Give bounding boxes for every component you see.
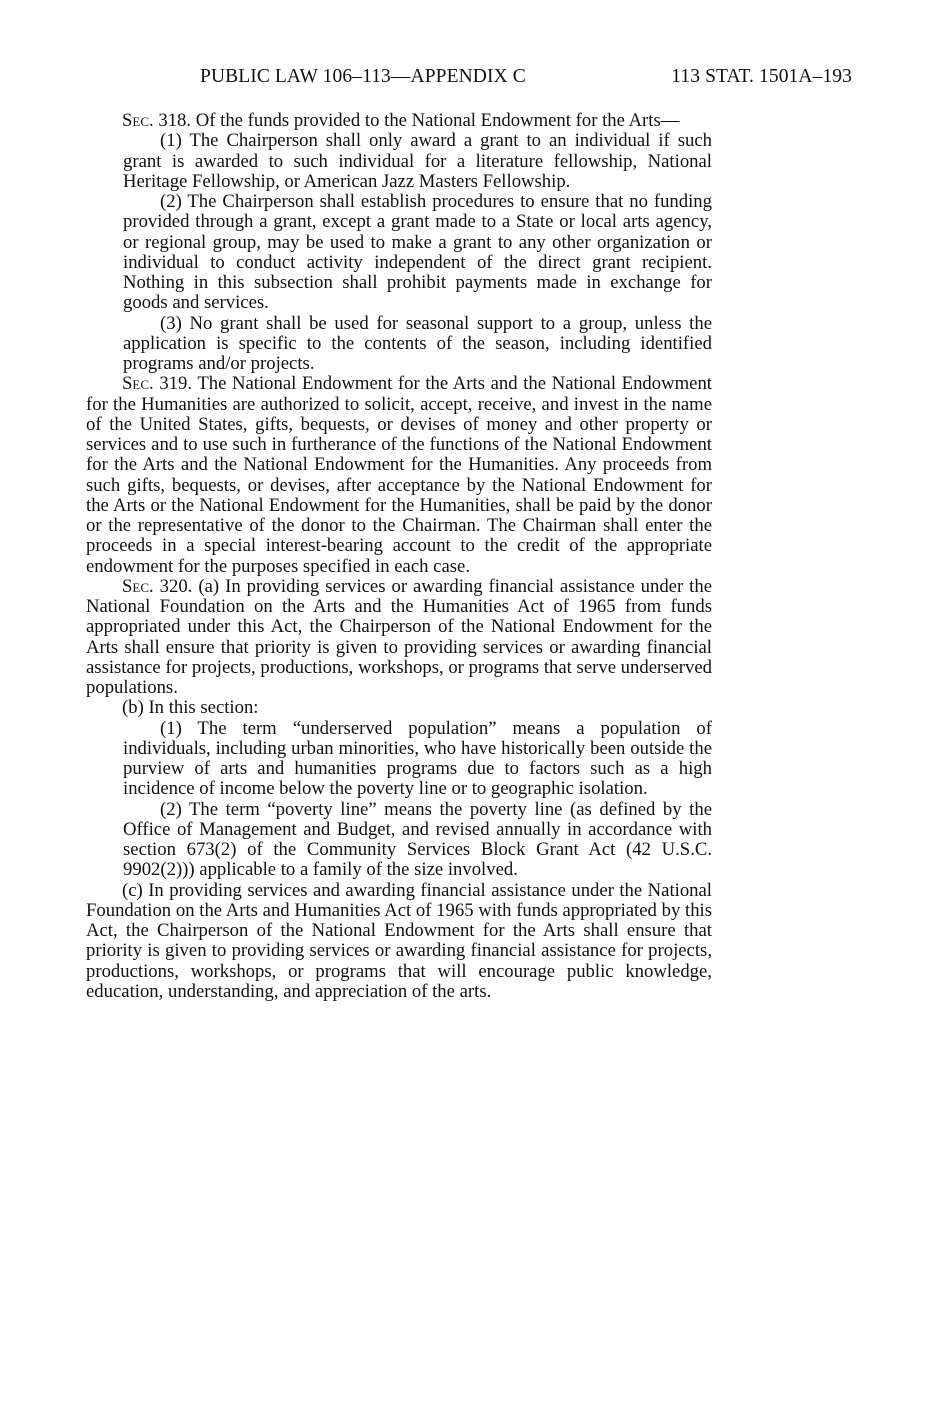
section-318-item-1: (1) The Chairperson shall only award a grant to an individual if such grant is awarded to such individual for a literature fellowship, National Heritage Fellowship, or American Jazz Masters Fellowship.	[123, 130, 712, 192]
section-320-b-item-2: (2) The term “poverty line” means the poverty line (as defined by the Office of Management and Budget, and revised annually in accordance with section 673(2) of the Community Services Block Grant Act (42 U.S.C. 9902(2))) applicable to a family of the size involved.	[123, 798, 712, 881]
statute-page-number: 113 STAT. 1501A–193	[671, 66, 852, 87]
section-320-subsection-c: (c) In providing services and awarding financial assistance under the National Foundation on the Arts and Humanities Act of 1965 with funds appropriated by this Act, the Chairperson of the National Endowment for the Arts shall ensure that priority is given to providing services or awarding financial assistance for projects, productions, workshops, or programs that will encourage public knowledge, education, understanding, and appreciation of the arts.	[86, 879, 712, 1002]
public-law-citation: PUBLIC LAW 106–113—APPENDIX C	[200, 66, 526, 87]
section-318-paragraph	[86, 111, 712, 131]
running-header	[200, 66, 852, 88]
body-text	[86, 111, 712, 1002]
section-319-text: 319. The National Endowment for the Arts and the National Endowment for the Humanities are authorized to solicit, accept, receive, and invest in the name of the United States, gifts, bequests, or devises of money and other property or services and to use such in furtherance of the functions of the National Endowment for the Arts and the National Endowment for the Humanities. Any proceeds from such gifts, bequests, or devises, after acceptance by the National Endowment for the Arts or the National Endowment for the Humanities, shall be paid by the donor or the representative of the donor to the Chairman. The Chairman shall enter the proceeds in a special interest-bearing account to the credit of the appropriate endowment for the purposes specified in each case.	[86, 373, 712, 577]
section-318-text: 318. Of the funds provided to the National Endowment for the Arts—	[153, 110, 680, 131]
section-319-paragraph	[86, 374, 712, 577]
section-320-paragraph	[86, 577, 712, 699]
section-318-item-3: (3) No grant shall be used for seasonal support to a group, unless the application is specific to the contents of the season, including identified programs and/or projects.	[123, 312, 712, 374]
section-318-item-2: (2) The Chairperson shall establish procedures to ensure that no funding provided through a grant, except a grant made to a State or local arts agency, or regional group, may be used to make a grant to any other organization or individual to conduct activity independent of the direct grant recipient. Nothing in this subsection shall prohibit payments made in exchange for goods and services.	[123, 191, 712, 314]
section-320-subsection-b: (b) In this section:	[122, 697, 259, 719]
section-320-b-item-1: (1) The term “underserved population” means a population of individuals, including urban minorities, who have historically been outside the purview of arts and humanities programs due to factors such as a high incidence of income below the poverty line or to geographic isolation.	[123, 717, 712, 800]
section-320-text: 320. (a) In providing services or awarding financial assistance under the National Foundation on the Arts and the Humanities Act of 1965 from funds appropriated under this Act, the Chairperson of the National Endowment for the Arts shall ensure that priority is given to providing services or awarding financial assistance for projects, productions, workshops, or programs that serve underserved populations.	[86, 575, 712, 698]
section-label: Sec.	[122, 373, 154, 395]
section-label: Sec.	[122, 575, 154, 597]
section-label: Sec.	[122, 110, 154, 131]
